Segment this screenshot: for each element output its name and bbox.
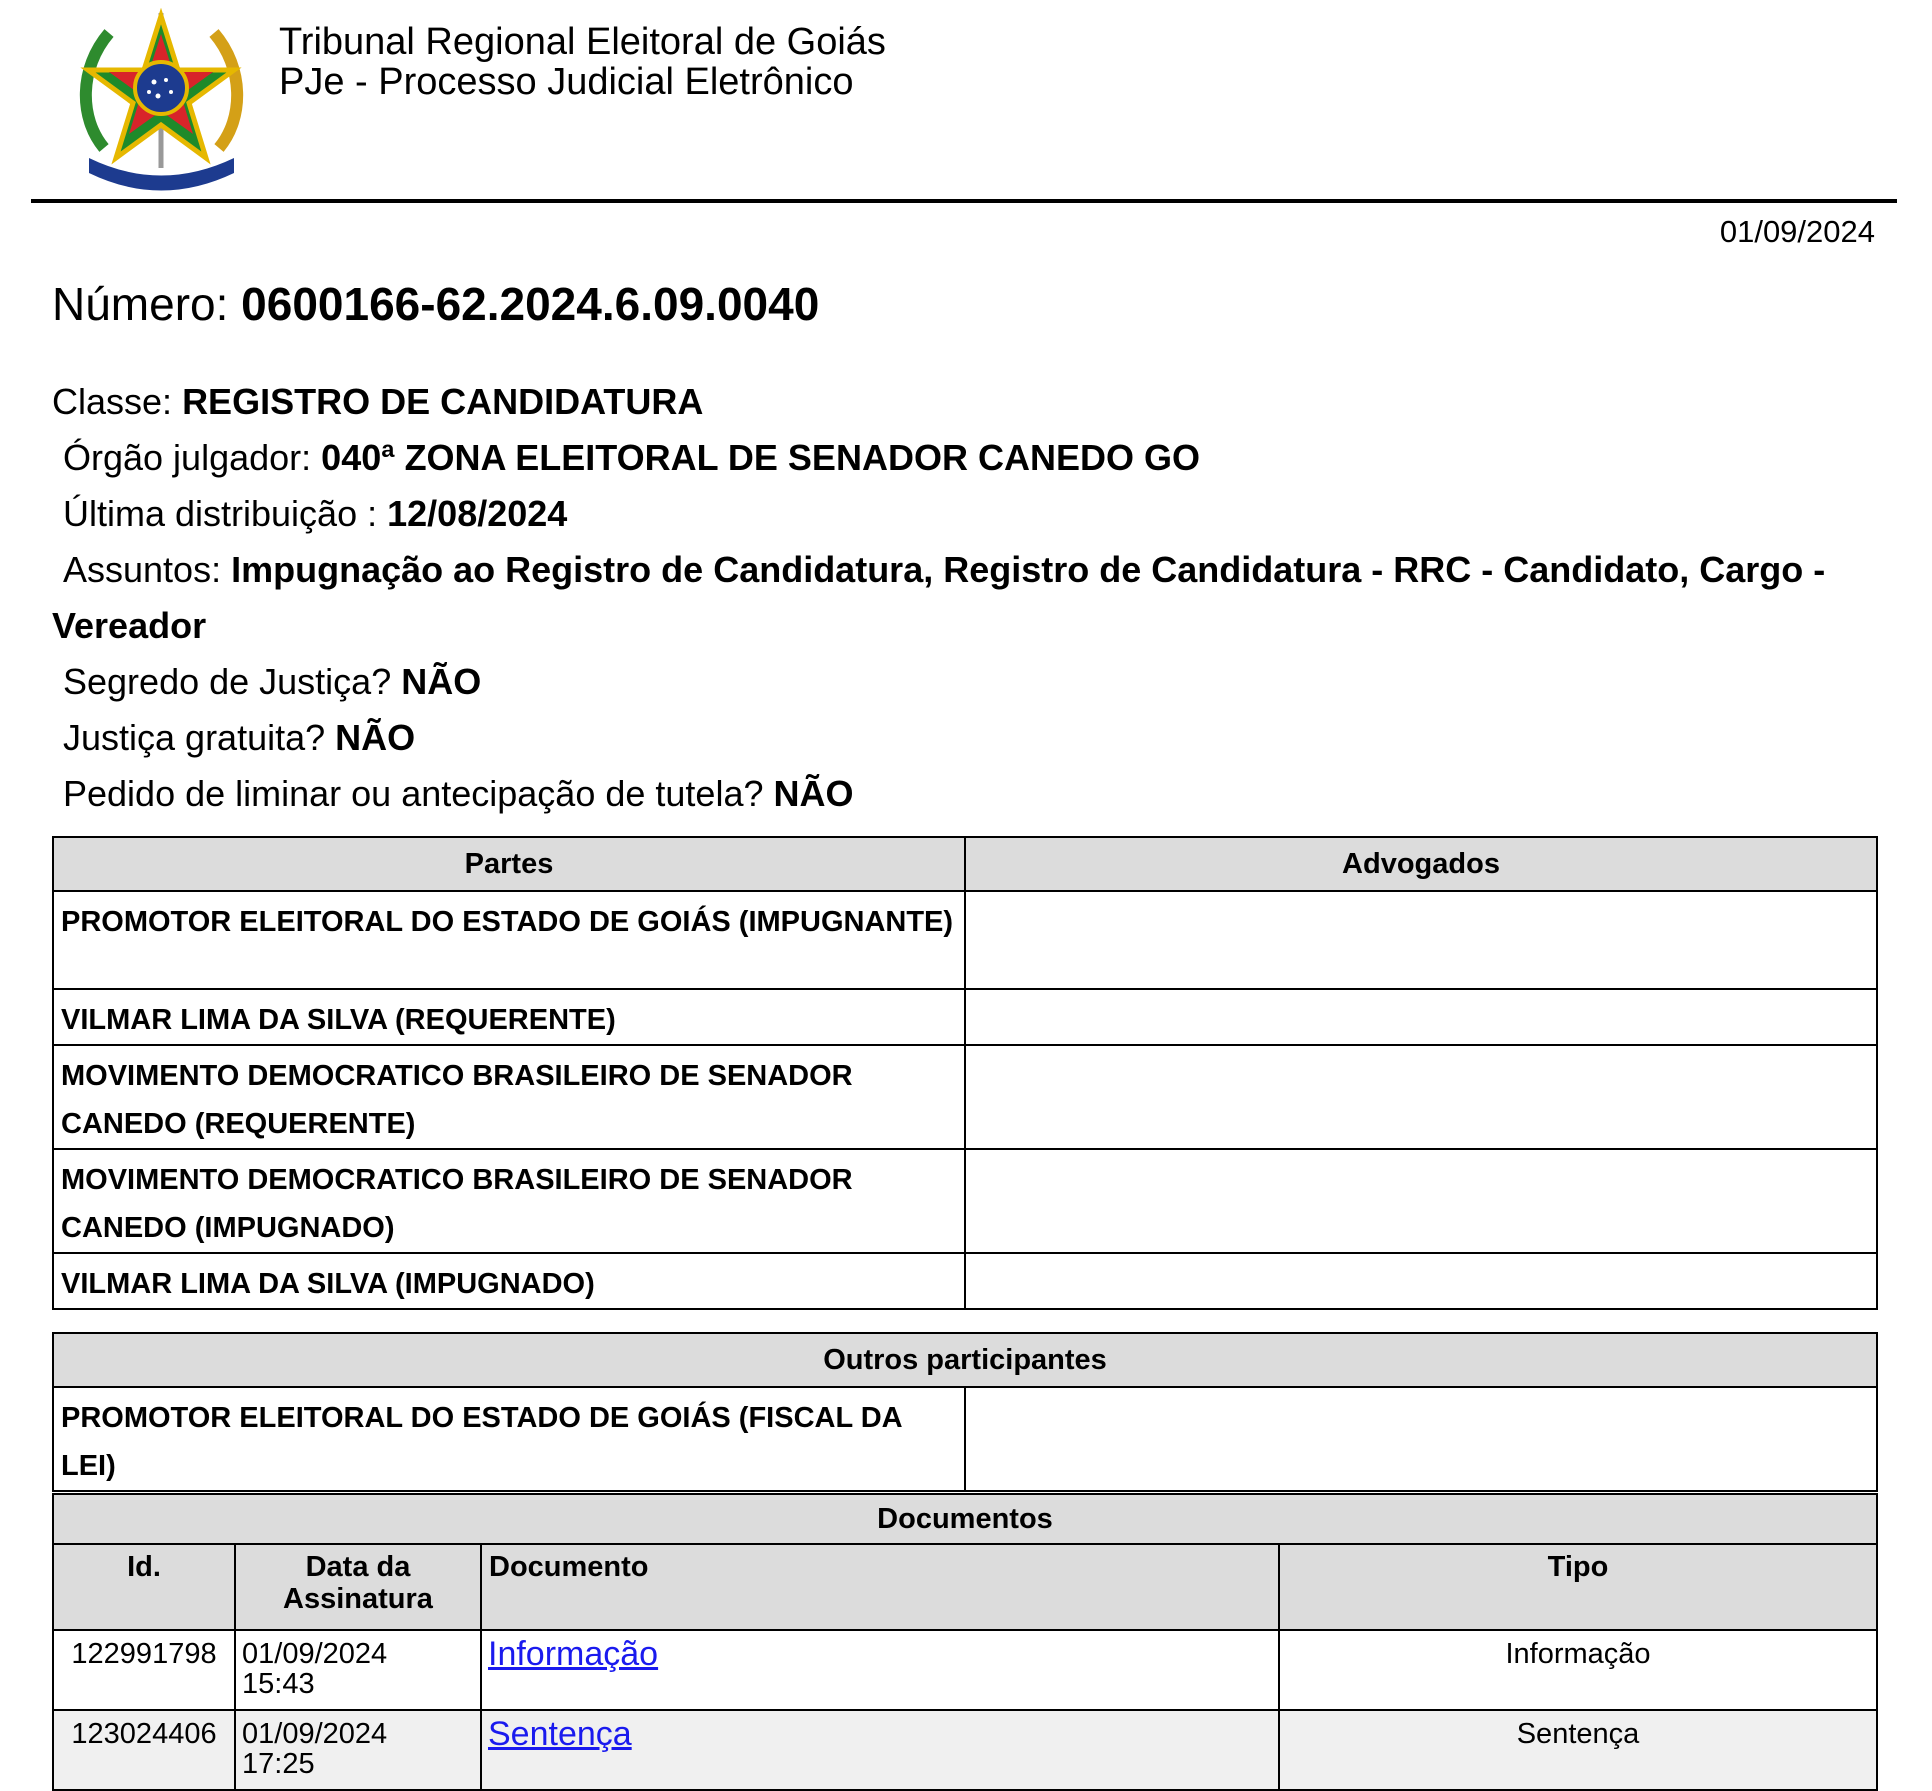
outros-participantes-table: [52, 1332, 1878, 1492]
court-name: Tribunal Regional Eleitoral de Goiás: [279, 21, 886, 63]
doc-link-cell: [481, 1630, 1279, 1710]
document-link[interactable]: Sentença: [488, 1715, 632, 1753]
doc-date: 01/09/2024: [242, 1718, 388, 1750]
column-header-documentos: Documentos: [53, 1494, 1877, 1544]
table-subheader-row: [53, 1544, 1877, 1630]
participante-cell: PROMOTOR ELEITORAL DO ESTADO DE GOIÁS (FISCAL DA LEI): [53, 1387, 965, 1491]
doc-date: 01/09/2024: [242, 1638, 388, 1670]
advogado-cell: [965, 1253, 1877, 1309]
field-label: Justiça gratuita?: [63, 717, 326, 758]
table-row: [53, 1387, 1877, 1491]
advogado-cell: [965, 891, 1877, 989]
field-value: REGISTRO DE CANDIDATURA: [182, 381, 704, 422]
field-value: NÃO: [401, 661, 482, 702]
field-value: NÃO: [335, 717, 416, 758]
field-label: Assuntos:: [63, 549, 222, 590]
table-row: [53, 1045, 1877, 1149]
table-header-row: [53, 1333, 1877, 1387]
doc-id-cell: 122991798: [53, 1630, 235, 1710]
field-label: Pedido de liminar ou antecipação de tutela?: [63, 773, 764, 814]
advogado-cell: [965, 989, 1877, 1045]
process-number: [52, 277, 819, 331]
field-value: Impugnação ao Registro de Candidatura, Registro de Candidatura - RRC - Candidato, Cargo - Vereador: [52, 549, 1826, 646]
participante-extra-cell: [965, 1387, 1877, 1491]
doc-type-cell: Sentença: [1279, 1710, 1877, 1790]
doc-time: 15:43: [242, 1668, 315, 1700]
documentos-table: [52, 1493, 1878, 1791]
document-header: [0, 0, 1932, 205]
parte-cell: MOVIMENTO DEMOCRATICO BRASILEIRO DE SENADOR CANEDO (IMPUGNADO): [53, 1149, 965, 1253]
table-row: [53, 891, 1877, 989]
partes-table: [52, 836, 1878, 1310]
column-header-id: Id.: [53, 1544, 235, 1630]
doc-time: 17:25: [242, 1748, 315, 1780]
field-classe: [52, 374, 1882, 430]
table-header-row: [53, 1494, 1877, 1544]
brazil-coat-of-arms-icon: [74, 8, 249, 193]
table-row: [53, 1253, 1877, 1309]
column-header-partes: Partes: [53, 837, 965, 891]
process-number-value: 0600166-62.2024.6.09.0040: [241, 278, 820, 330]
print-date: 01/09/2024: [1719, 214, 1875, 249]
doc-type-cell: Informação: [1279, 1630, 1877, 1710]
advogado-cell: [965, 1045, 1877, 1149]
field-assuntos: [52, 542, 1882, 654]
column-header-advogados: Advogados: [965, 837, 1877, 891]
column-header-data-assinatura: Data da Assinatura: [235, 1544, 481, 1630]
process-fields: [52, 374, 1882, 822]
field-segredo-justica: [52, 654, 1882, 710]
table-row: [53, 1710, 1877, 1790]
advogado-cell: [965, 1149, 1877, 1253]
field-value: 12/08/2024: [387, 493, 568, 534]
parte-cell: MOVIMENTO DEMOCRATICO BRASILEIRO DE SENADOR CANEDO (REQUERENTE): [53, 1045, 965, 1149]
table-header-row: [53, 837, 1877, 891]
field-justica-gratuita: [52, 710, 1882, 766]
field-value: 040ª ZONA ELEITORAL DE SENADOR CANEDO GO: [321, 437, 1200, 478]
doc-id-cell: 123024406: [53, 1710, 235, 1790]
doc-date-cell: [235, 1710, 481, 1790]
parte-cell: VILMAR LIMA DA SILVA (IMPUGNADO): [53, 1253, 965, 1309]
field-value: NÃO: [773, 773, 854, 814]
system-name: PJe - Processo Judicial Eletrônico: [279, 61, 854, 103]
field-pedido-liminar: [52, 766, 1882, 822]
field-label: Classe:: [52, 381, 173, 422]
table-row: [53, 1630, 1877, 1710]
doc-link-cell: [481, 1710, 1279, 1790]
field-orgao-julgador: [52, 430, 1882, 486]
field-ultima-distribuicao: [52, 486, 1882, 542]
parte-cell: PROMOTOR ELEITORAL DO ESTADO DE GOIÁS (IMPUGNANTE): [53, 891, 965, 989]
field-label: Órgão julgador:: [63, 437, 312, 478]
parte-cell: VILMAR LIMA DA SILVA (REQUERENTE): [53, 989, 965, 1045]
column-header-documento: Documento: [481, 1544, 1279, 1630]
table-row: [53, 989, 1877, 1045]
column-header-outros-participantes: Outros participantes: [53, 1333, 1877, 1387]
document-link[interactable]: Informação: [488, 1635, 659, 1673]
column-header-tipo: Tipo: [1279, 1544, 1877, 1630]
table-row: [53, 1149, 1877, 1253]
field-label: Segredo de Justiça?: [63, 661, 392, 702]
header-divider: [31, 199, 1897, 203]
process-number-label: Número:: [52, 278, 229, 330]
doc-date-cell: [235, 1630, 481, 1710]
field-label: Última distribuição :: [63, 493, 378, 534]
